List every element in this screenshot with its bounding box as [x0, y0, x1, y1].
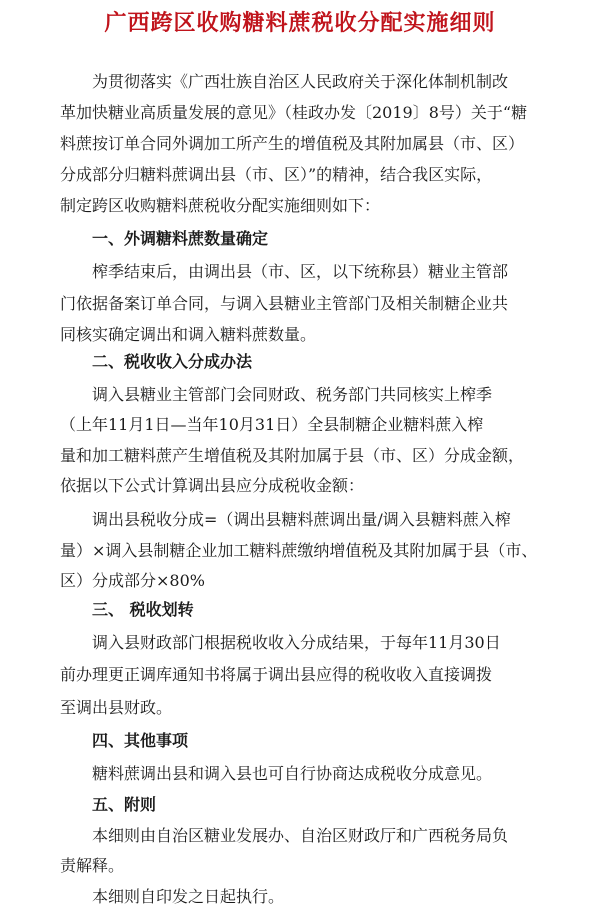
body-line: 前办理更正调库通知书将属于调出县应得的税收收入直接调拨 — [60, 665, 493, 684]
section-heading: 五、附则 — [92, 795, 157, 814]
body-line: 责解释。 — [60, 856, 125, 875]
body-line: 门依据备案订单合同，与调入县糖业主管部门及相关制糖企业共 — [60, 294, 509, 313]
body-line: 同核实确定调出和调入糖料蔗数量。 — [60, 325, 317, 344]
body-line: 本细则自印发之日起执行。 — [92, 887, 285, 906]
body-line: 本细则由自治区糖业发展办、自治区财政厅和广西税务局负 — [92, 826, 509, 845]
body-line: 调入县糖业主管部门会同财政、税务部门共同核实上榨季 — [92, 385, 493, 404]
intro-line: 制定跨区收购糖料蔗税收分配实施细则如下： — [60, 196, 381, 215]
intro-line: 革加快糖业高质量发展的意见》（桂政办发〔2019〕8号）关于“糖 — [60, 103, 528, 122]
body-line: 榨季结束后，由调出县（市、区，以下统称县）糖业主管部 — [92, 262, 509, 281]
body-line: 调入县财政部门根据税收收入分成结果，于每年11月30日 — [92, 633, 501, 652]
body-line: 糖料蔗调出县和调入县也可自行协商达成税收分成意见。 — [92, 764, 493, 783]
section-heading: 二、税收收入分成办法 — [92, 352, 253, 371]
body-line: （上年11月1日—当年10月31日）全县制糖企业糖料蔗入榨 — [60, 415, 484, 434]
body-line: 依据以下公式计算调出县应分成税收金额： — [60, 476, 365, 495]
section-heading: 四、其他事项 — [92, 731, 189, 750]
body-line: 至调出县财政。 — [60, 698, 173, 717]
formula-line: 量）×调入县制糖企业加工糖料蔗缴纳增值税及其附加属于县（市、 — [60, 541, 538, 560]
formula-line: 区）分成部分×80% — [60, 571, 205, 590]
intro-line: 料蔗按订单合同外调加工所产生的增值税及其附加属县（市、区） — [60, 134, 525, 153]
intro-line: 为贯彻落实《广西壮族自治区人民政府关于深化体制机制改 — [92, 72, 509, 91]
document-title: 广西跨区收购糖料蔗税收分配实施细则 — [104, 11, 496, 36]
body-line: 量和加工糖料蔗产生增值税及其附加属于县（市、区）分成金额， — [60, 446, 525, 465]
section-heading: 一、外调糖料蔗数量确定 — [92, 229, 269, 248]
section-heading: 三、 税收划转 — [92, 600, 194, 619]
formula-line: 调出县税收分成=（调出县糖料蔗调出量/调入县糖料蔗入榨 — [92, 510, 511, 529]
intro-line: 分成部分归糖料蔗调出县（市、区）”的精神，结合我区实际， — [60, 165, 493, 184]
